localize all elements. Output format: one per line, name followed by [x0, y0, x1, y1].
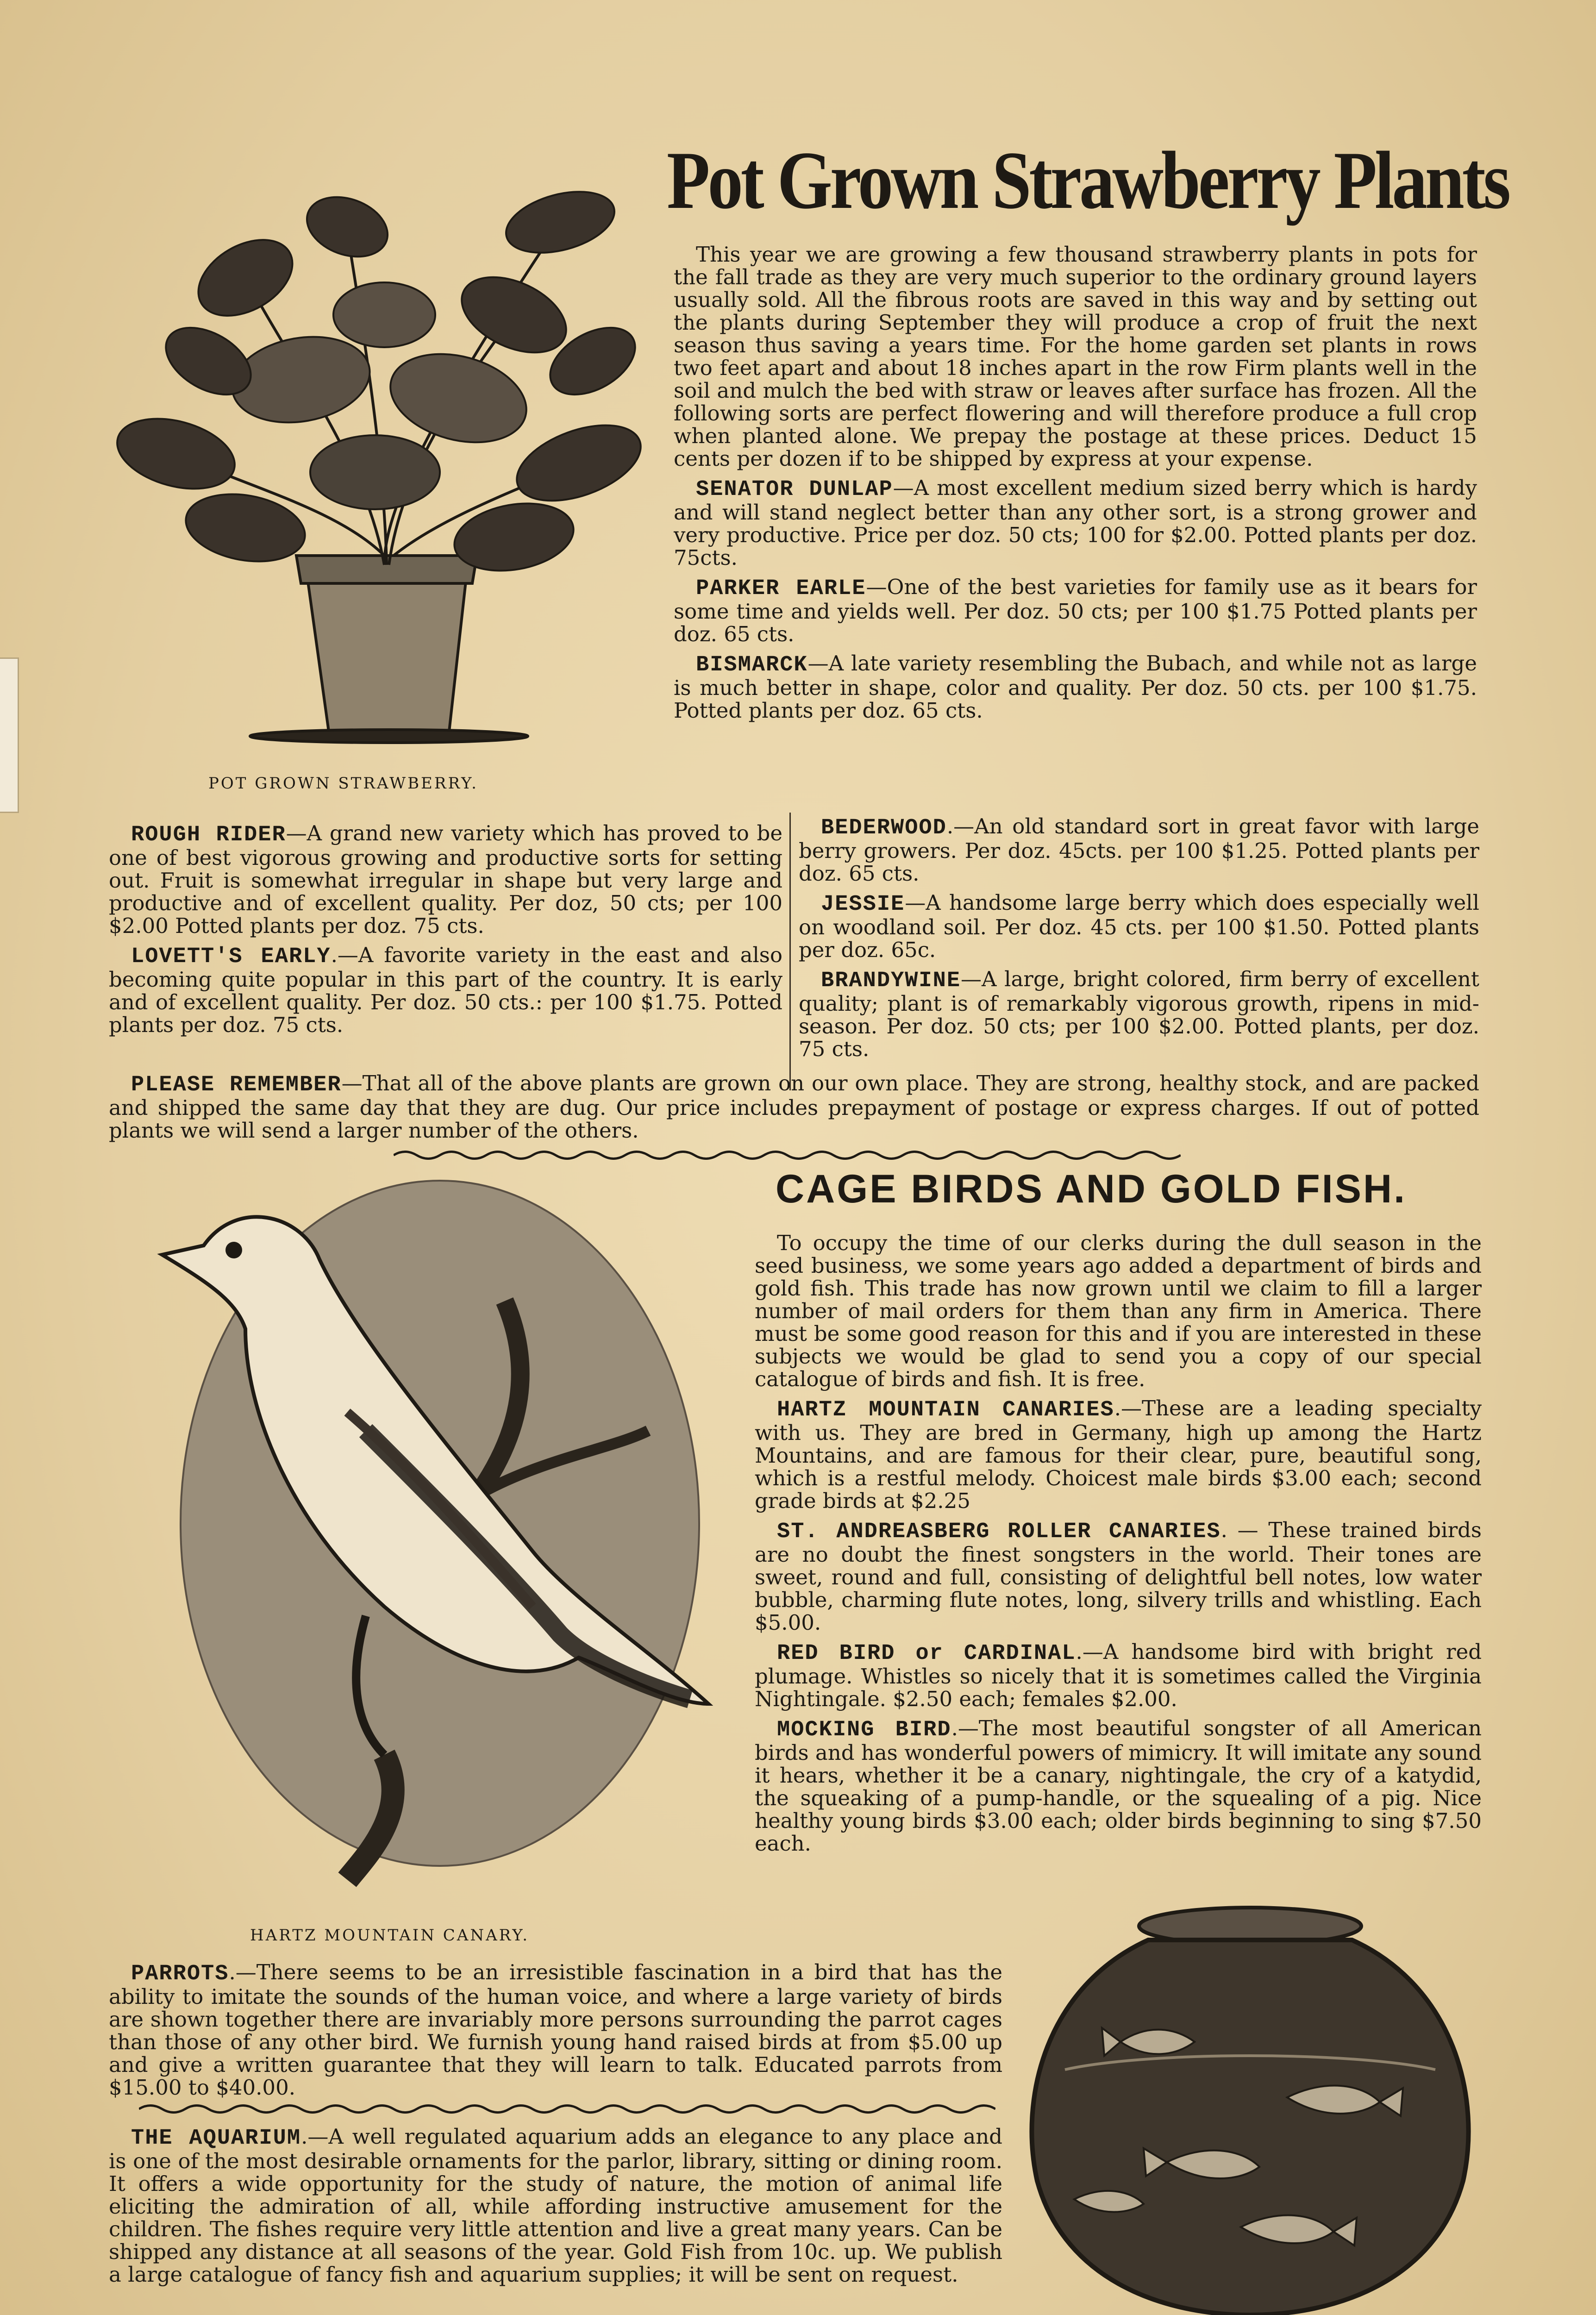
birds-right-column	[755, 1232, 1482, 1861]
strawberry-caption: POT GROWN STRAWBERRY.	[208, 774, 478, 793]
entry-st-andreasberg-roller: ST. ANDREASBERG ROLLER CANARIES. — These trained birds are no doubt the finest songsters in the world. Their tones are sweet, round and full, consisting of delightful bell notes, low water bubble, charming flute notes, long, silvery trills and whistling. Each $5.00.	[755, 1518, 1482, 1635]
column-divider	[789, 813, 791, 1090]
binding-tab	[0, 657, 19, 813]
strawberry-right-column	[674, 243, 1477, 728]
strawberry-title: Pot Grown Strawberry Plants	[667, 134, 1508, 226]
entry-mocking-bird: MOCKING BIRD.—The most beautiful songster of all American birds and has wonderful powers of mimicry. It will imitate any sound it hears, whether it be a canary, nightingale, the cry of a katydid, the squeaking of a pump-handle, or the squealing of a pig. Nice healthy young birds $3.00 each; older birds beginning to sing $7.50 each.	[755, 1716, 1482, 1856]
strawberry-intro: This year we are growing a few thousand strawberry plants in pots for the fall trade as they are very much superior to the ordinary ground layers usually sold. All the fibrous roots are saved in this way and by setting out the plants during September they will produce a crop of fruit the next season thus saving a years time. For the home garden set plants in rows two feet apart and about 18 inches apart in the row Firm plants well in the soil and mulch the bed with straw or leaves after surface has frozen. All the following sorts are perfect flowering and will therefore produce a full crop when planted alone. We prepay the postage at these prices. Deduct 15 cents per dozen if to be shipped by express at your expense.	[674, 242, 1477, 471]
variety-bismarck: BISMARCK—A late variety resembling the Bubach, and while not as large is much better in shape, color and quality. Per doz. 50 cts. per 100 $1.75. Potted plants per doz. 65 cts.	[674, 651, 1477, 723]
strawberry-plant-illustration	[106, 139, 662, 755]
variety-rough-rider: ROUGH RIDER—A grand new variety which has proved to be one of best vigorous growing and productive sorts for setting out. Fruit is somewhat irregular in shape but very large and productive and of excellent quality. Per doz, 50 cts; per 100 $2.00 Potted plants per doz. 75 cts.	[109, 821, 782, 938]
canary-caption: HARTZ MOUNTAIN CANARY.	[250, 1926, 530, 1945]
variety-lovetts-early: LOVETT'S EARLY.—A favorite variety in the east and also becoming quite popular in this part of the country. It is early and of excellent quality. Per doz. 50 cts.: per 100 $1.75. Potted plants per doz. 75 cts.	[109, 943, 782, 1037]
wavy-divider-top	[394, 1148, 1181, 1162]
wavy-divider-bottom	[139, 2102, 995, 2116]
entry-red-bird-cardinal: RED BIRD or CARDINAL.—A handsome bird with bright red plumage. Whistles so nicely that it is sometimes called the Virginia Nightingale. $2.50 each; females $2.00.	[755, 1639, 1482, 1711]
variety-bederwood: BEDERWOOD.—An old standard sort in great favor with large berry growers. Per doz. 45cts. per 100 $1.25. Potted plants per doz. 65 cts.	[799, 814, 1479, 886]
variety-brandywine: BRANDYWINE—A large, bright colored, firm berry of excellent quality; plant is of remarkably vigorous growth, ripens in mid-season. Per doz. 50 cts; per 100 $2.00. Potted plants, per doz. 75 cts.	[799, 967, 1479, 1061]
aquarium-paragraph: THE AQUARIUM.—A well regulated aquarium adds an elegance to any place and is one of the most desirable ornaments for the parlor, library, sitting or dining room. It offers a wide opportunity for the study of nature, the motion of animal life eliciting the admiration of all, while affording instructive amusement for the children. The fishes require very little attention and live a great many years. Can be shipped any distance at all seasons of the year. Gold Fish from 10c. up. We publish a large catalogue of fancy fish and aquarium supplies; it will be sent on request.	[109, 2124, 1002, 2287]
birds-title: CAGE BIRDS AND GOLD FISH.	[776, 1167, 1407, 1211]
canary-illustration	[125, 1171, 722, 1894]
variety-parker-earle: PARKER EARLE—One of the best varieties for family use as it bears for some time and yields well. Per doz. 50 cts; per 100 $1.75 Potted plants per doz. 65 cts.	[674, 575, 1477, 646]
entry-hartz-mountain-canaries: HARTZ MOUNTAIN CANARIES.—These are a leading specialty with us. They are bred in Germany, high up among the Hartz Mountains, and are famous for their clear, pure, beautiful song, which is a restful melody. Choicest male birds $3.00 each; second grade birds at $2.25	[755, 1396, 1482, 1513]
strawberry-mid-column	[799, 815, 1479, 1067]
birds-intro: To occupy the time of our clerks during the dull season in the seed business, we some years ago added a department of birds and gold fish. This trade has now grown until we claim to fill a larger number of mail orders for them than any firm in America. There must be some good reason for this and if you are interested in these subjects we would be glad to send you a copy of our special catalogue of birds and fish. It is free.	[755, 1231, 1482, 1391]
strawberry-left-column	[109, 822, 782, 1043]
parrots-paragraph: PARROTS.—There seems to be an irresistible fascination in a bird that has the ability to imitate the sounds of the human voice, and where a large variety of birds are shown together there are invariably more persons surrounding the parrot cages than those of any other bird. We furnish young hand raised birds at from $5.00 up and give a written guarantee that they will learn to talk. Educated parrots from $15.00 to $40.00.	[109, 1960, 1002, 2100]
please-remember-notice: PLEASE REMEMBER—That all of the above plants are grown on our own place. They are strong, healthy stock, and are packed and shipped the same day that they are dug. Our price includes prepayment of postage or express charges. If out of potted plants we will send a larger number of the others.	[109, 1071, 1479, 1143]
variety-jessie: JESSIE—A handsome large berry which does especially well on woodland soil. Per doz. 45 cts. per 100 $1.50. Potted plants per doz. 65c.	[799, 890, 1479, 962]
variety-senator-dunlap: SENATOR DUNLAP—A most excellent medium sized berry which is hardy and will stand neglect better than any other sort, is a strong grower and very productive. Price per doz. 50 cts; 100 for $2.00. Potted plants per doz. 75cts.	[674, 476, 1477, 570]
fishbowl-illustration	[1009, 1903, 1491, 2315]
